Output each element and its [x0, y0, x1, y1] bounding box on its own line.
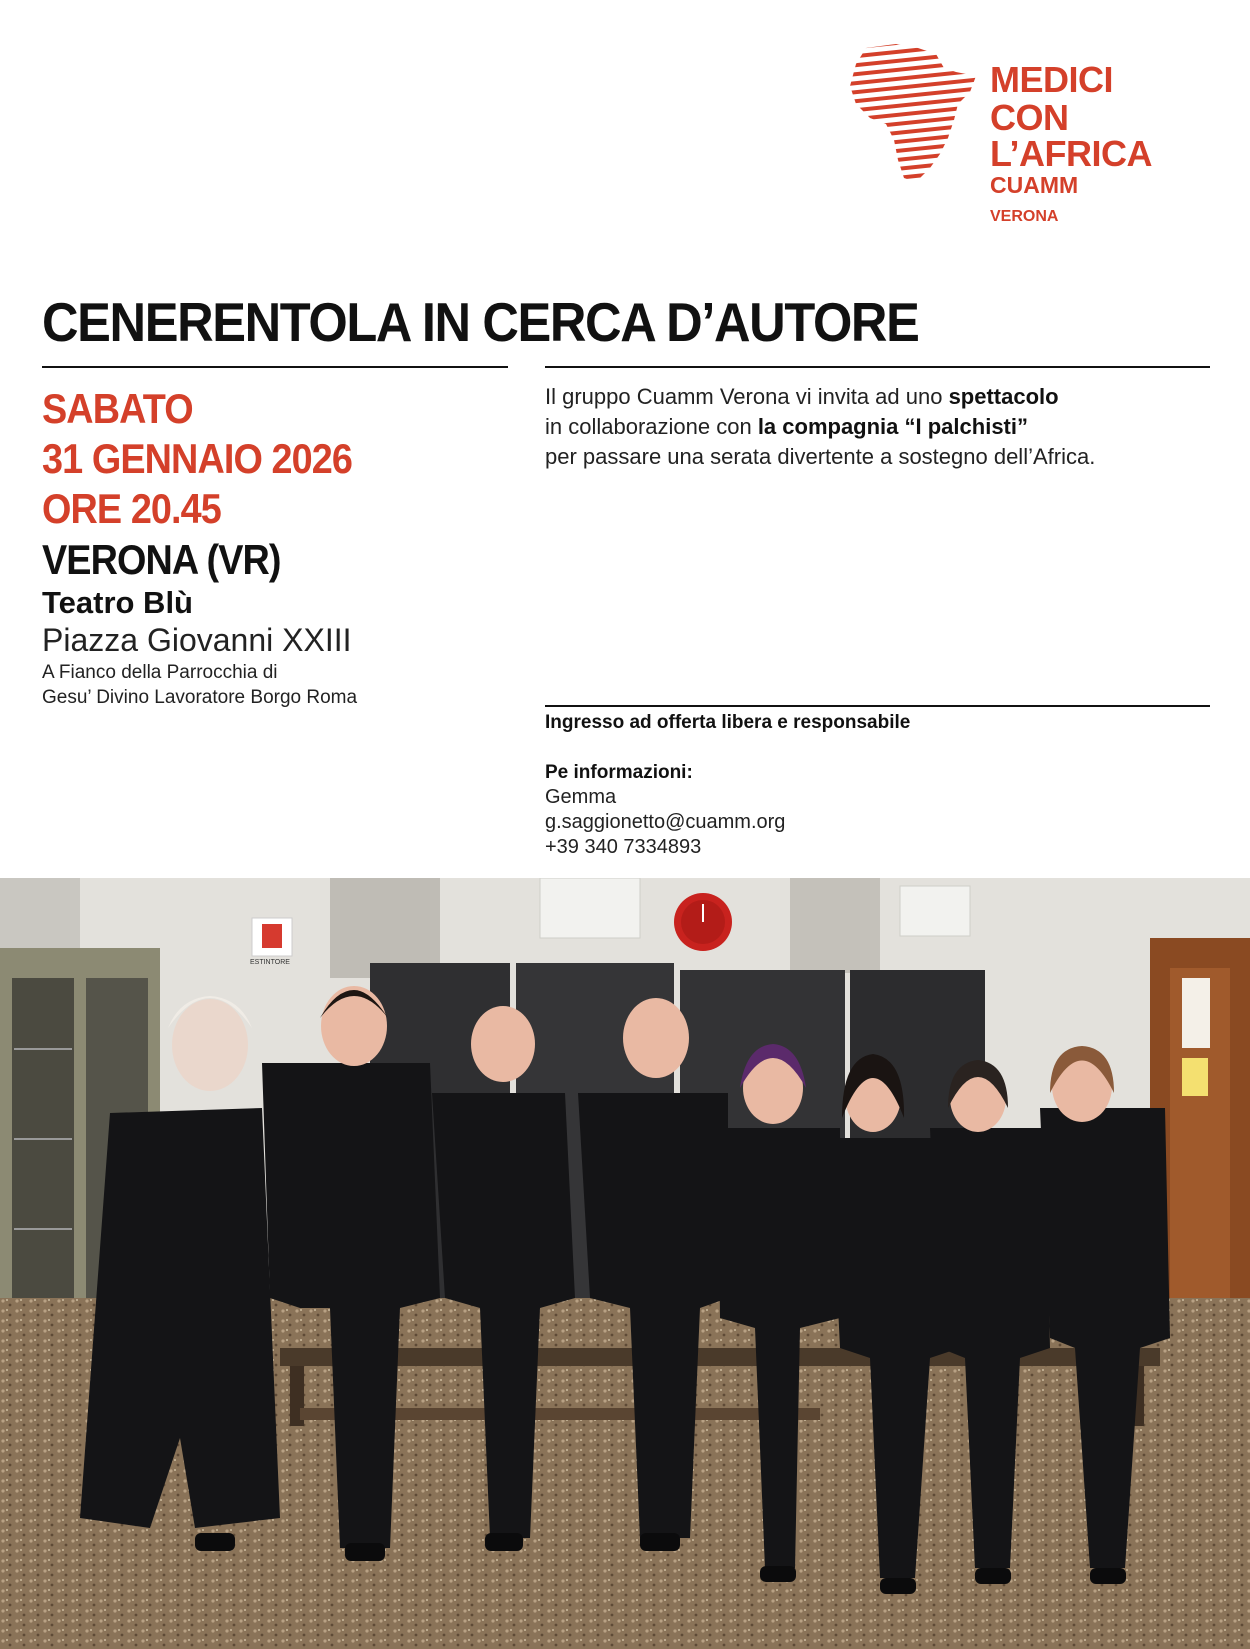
extinguisher-sign-text: ESTINTORE — [250, 959, 290, 966]
logo-line-2: CON L’AFRICA — [990, 97, 1152, 174]
invite-line-1a: Il gruppo Cuamm Verona vi invita ad uno — [545, 384, 949, 409]
event-street: Piazza Giovanni XXIII — [42, 622, 352, 658]
info-heading: Pe informazioni: — [545, 762, 693, 783]
event-address-note — [42, 660, 357, 710]
event-day: SABATO — [42, 385, 193, 432]
entry-note: Ingresso ad offerta libera e responsabile — [545, 712, 911, 733]
address-note-line-2: Gesu’ Divino Lavoratore Borgo Roma — [42, 687, 358, 708]
event-date: 31 GENNAIO 2026 — [42, 435, 353, 482]
event-venue: Teatro Blù — [42, 585, 193, 620]
cuamm-logo — [848, 42, 1228, 225]
contact-phone[interactable]: +39 340 7334893 — [545, 836, 702, 858]
group-photo-illustration — [0, 878, 1250, 1649]
africa-map-icon — [848, 42, 983, 187]
event-city: VERONA (VR) — [42, 536, 281, 583]
divider-right — [545, 366, 1210, 368]
invite-line-2a: in collaborazione con — [545, 414, 758, 439]
divider-left — [42, 366, 508, 368]
logo-wordmark — [990, 59, 1228, 225]
contact-info — [545, 785, 785, 860]
logo-line-1: MEDICI — [990, 59, 1113, 100]
invite-text — [545, 382, 1095, 472]
invite-line-3: per passare una serata divertente a sostegno dell’Africa. — [545, 444, 1096, 469]
invite-line-1b: spettacolo — [948, 384, 1059, 409]
logo-line-3: CUAMM — [990, 172, 1079, 198]
address-note-line-1: A Fianco della Parrocchia di — [42, 662, 278, 683]
contact-email[interactable]: g.saggionetto@cuamm.org — [545, 811, 786, 833]
event-time: ORE 20.45 — [42, 485, 221, 532]
divider-info — [545, 705, 1210, 707]
contact-name: Gemma — [545, 786, 617, 808]
group-photo — [0, 878, 1250, 1649]
invite-line-2b: la compagnia “I palchisti” — [757, 414, 1028, 439]
logo-line-4: VERONA — [990, 208, 1059, 225]
event-title: CENERENTOLA IN CERCA D’AUTORE — [42, 291, 919, 353]
event-datetime — [42, 384, 352, 534]
